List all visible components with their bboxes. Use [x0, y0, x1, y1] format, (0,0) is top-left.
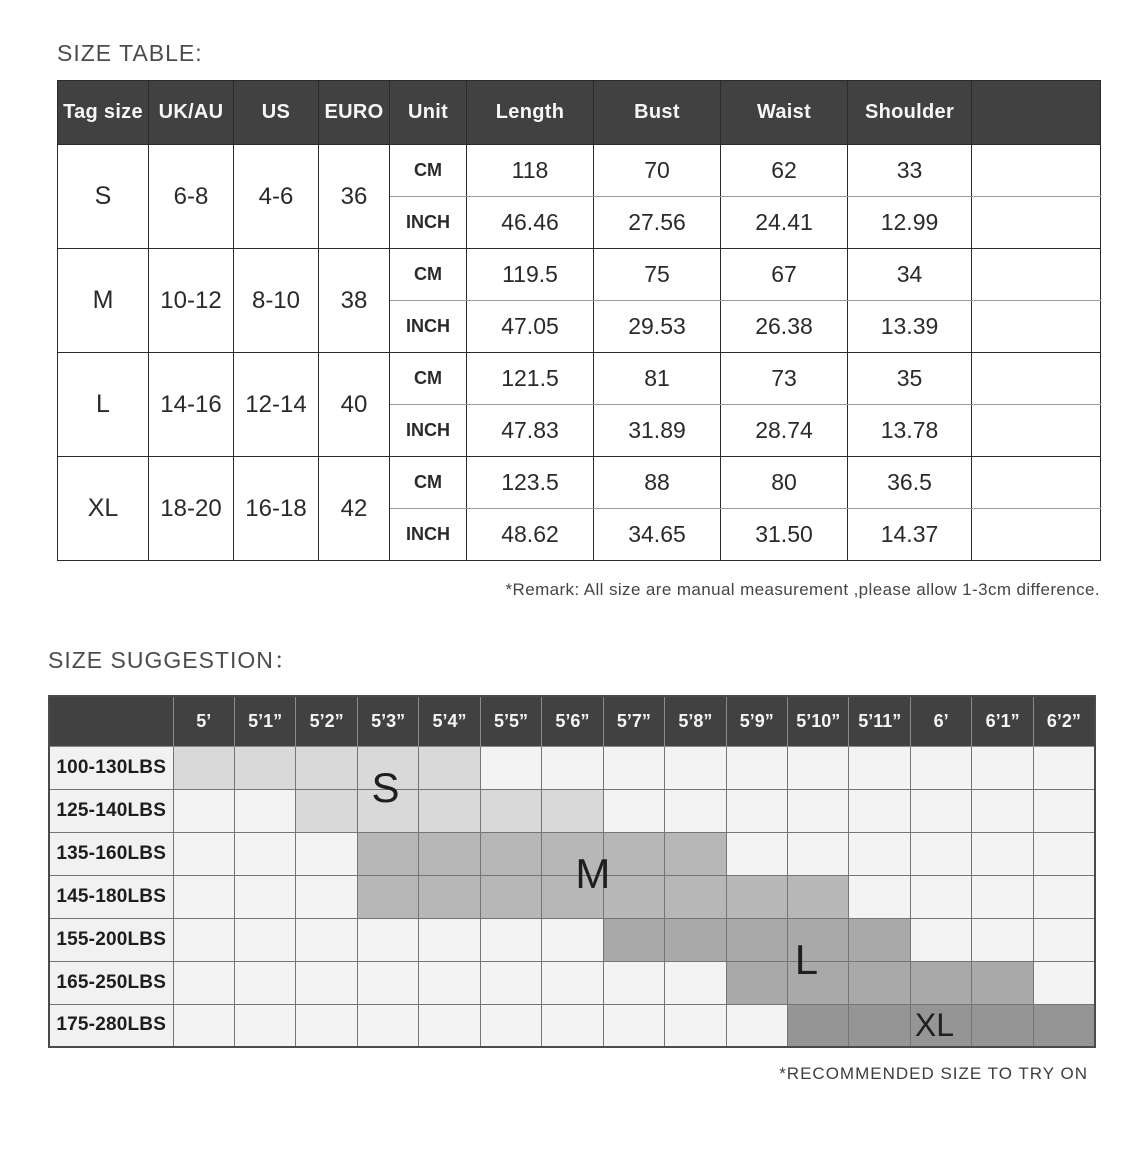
weight-label-cell: 165-250LBS: [49, 961, 173, 1004]
grid-cell: [849, 832, 910, 875]
measure-cm-cell: 80: [721, 457, 848, 509]
header-waist: Waist: [721, 81, 848, 145]
tag-size-cell: S: [58, 145, 149, 249]
suggestion-body: [49, 746, 1095, 1047]
grid-cell: [726, 961, 787, 1004]
grid-cell: [603, 875, 664, 918]
grid-cell: [480, 789, 541, 832]
grid-cell: [480, 961, 541, 1004]
grid-cell: [234, 1004, 295, 1047]
grid-cell: [296, 918, 357, 961]
tag-size-cell: XL: [58, 457, 149, 561]
size-row-cm: [58, 353, 1101, 405]
us-cell: 8-10: [234, 249, 319, 353]
grid-cell: [419, 1004, 480, 1047]
grid-cell: [849, 961, 910, 1004]
grid-cell: [603, 961, 664, 1004]
grid-cell: [788, 832, 849, 875]
grid-cell: [542, 1004, 603, 1047]
suggestion-row: [49, 746, 1095, 789]
grid-cell: [603, 1004, 664, 1047]
header-shoulder: Shoulder: [848, 81, 972, 145]
size-row-cm: [58, 145, 1101, 197]
grid-cell: [665, 875, 726, 918]
grid-cell: [1033, 918, 1095, 961]
tag-size-cell: M: [58, 249, 149, 353]
grid-cell: [726, 789, 787, 832]
grid-cell: [665, 832, 726, 875]
height-header-cell: 5’10”: [788, 696, 849, 746]
grid-cell: [234, 832, 295, 875]
empty-cell: [972, 197, 1101, 249]
grid-cell: [910, 746, 971, 789]
euro-cell: 42: [319, 457, 390, 561]
grid-cell: [1033, 875, 1095, 918]
empty-cell: [972, 405, 1101, 457]
euro-cell: 36: [319, 145, 390, 249]
suggestion-row: [49, 1004, 1095, 1047]
measure-cm-cell: 67: [721, 249, 848, 301]
measure-cm-cell: 73: [721, 353, 848, 405]
grid-cell: [849, 918, 910, 961]
grid-cell: [419, 832, 480, 875]
grid-cell: [726, 1004, 787, 1047]
size-region-label: XL: [914, 1006, 955, 1043]
size-region-label: M: [575, 850, 611, 897]
grid-cell: [357, 832, 418, 875]
unit-inch-cell: INCH: [390, 405, 467, 457]
height-header-cell: 5’4”: [419, 696, 480, 746]
grid-cell: [542, 918, 603, 961]
grid-cell: [296, 746, 357, 789]
grid-cell: [419, 746, 480, 789]
size-suggestion-table: [48, 695, 1096, 1048]
grid-cell: [296, 789, 357, 832]
empty-cell: [972, 509, 1101, 561]
grid-cell: [849, 746, 910, 789]
header-euro: EURO: [319, 81, 390, 145]
grid-cell: [419, 875, 480, 918]
suggestion-row: [49, 789, 1095, 832]
euro-cell: 38: [319, 249, 390, 353]
size-table-header: [58, 81, 1101, 145]
uk-au-cell: 10-12: [149, 249, 234, 353]
measure-cm-cell: 62: [721, 145, 848, 197]
grid-cell: [972, 875, 1033, 918]
weight-label-cell: 125-140LBS: [49, 789, 173, 832]
us-cell: 4-6: [234, 145, 319, 249]
height-header-cell: 5’1”: [234, 696, 295, 746]
unit-cm-cell: CM: [390, 249, 467, 301]
grid-cell: [542, 789, 603, 832]
grid-cell: [849, 875, 910, 918]
size-suggestion-chart: [48, 695, 1096, 1048]
height-header-cell: 6’2”: [1033, 696, 1095, 746]
size-region-label: L: [794, 936, 819, 983]
empty-cell: [972, 353, 1101, 405]
measure-inch-cell: 31.50: [721, 509, 848, 561]
weight-label-cell: 135-160LBS: [49, 832, 173, 875]
euro-cell: 40: [319, 353, 390, 457]
grid-cell: [726, 918, 787, 961]
grid-cell: [910, 789, 971, 832]
measure-inch-cell: 29.53: [594, 301, 721, 353]
measure-inch-cell: 47.05: [467, 301, 594, 353]
header-us: US: [234, 81, 319, 145]
grid-cell: [234, 961, 295, 1004]
grid-cell: [419, 789, 480, 832]
grid-cell: [788, 789, 849, 832]
measure-inch-cell: 31.89: [594, 405, 721, 457]
height-header-cell: 5’3”: [357, 696, 418, 746]
grid-cell: [173, 961, 234, 1004]
size-table-body: [58, 145, 1101, 561]
grid-cell: [910, 832, 971, 875]
grid-cell: [665, 789, 726, 832]
corner-cell: [49, 696, 173, 746]
measure-inch-cell: 48.62: [467, 509, 594, 561]
grid-cell: [357, 1004, 418, 1047]
grid-cell: [173, 918, 234, 961]
height-header-cell: 5’6”: [542, 696, 603, 746]
measure-cm-cell: 118: [467, 145, 594, 197]
size-table-header-row: [58, 81, 1101, 145]
grid-cell: [357, 746, 418, 789]
height-header-cell: 5’: [173, 696, 234, 746]
grid-cell: [419, 918, 480, 961]
measure-cm-cell: 33: [848, 145, 972, 197]
grid-cell: [357, 961, 418, 1004]
grid-cell: [665, 961, 726, 1004]
weight-label-cell: 145-180LBS: [49, 875, 173, 918]
size-row-cm: [58, 457, 1101, 509]
grid-cell: [234, 789, 295, 832]
size-row-cm: [58, 249, 1101, 301]
grid-cell: [972, 746, 1033, 789]
height-header-cell: 6’: [910, 696, 971, 746]
grid-cell: [910, 961, 971, 1004]
header-unit: Unit: [390, 81, 467, 145]
grid-cell: [788, 1004, 849, 1047]
grid-cell: [480, 746, 541, 789]
height-header-cell: 5’5”: [480, 696, 541, 746]
measure-inch-cell: 46.46: [467, 197, 594, 249]
grid-cell: [972, 832, 1033, 875]
height-header-cell: 5’2”: [296, 696, 357, 746]
measure-cm-cell: 75: [594, 249, 721, 301]
tag-size-cell: L: [58, 353, 149, 457]
grid-cell: [234, 875, 295, 918]
measure-cm-cell: 35: [848, 353, 972, 405]
grid-cell: [665, 918, 726, 961]
grid-cell: [480, 875, 541, 918]
uk-au-cell: 6-8: [149, 145, 234, 249]
uk-au-cell: 14-16: [149, 353, 234, 457]
grid-cell: [910, 918, 971, 961]
empty-cell: [972, 145, 1101, 197]
grid-cell: [972, 789, 1033, 832]
suggestion-header-row: [49, 696, 1095, 746]
grid-cell: [173, 789, 234, 832]
grid-cell: [665, 1004, 726, 1047]
measure-cm-cell: 36.5: [848, 457, 972, 509]
grid-cell: [788, 918, 849, 961]
size-suggestion-title: SIZE SUGGESTION：: [48, 647, 298, 673]
grid-cell: [173, 1004, 234, 1047]
grid-cell: [542, 875, 603, 918]
height-header-cell: 5’7”: [603, 696, 664, 746]
weight-label-cell: 100-130LBS: [49, 746, 173, 789]
grid-cell: [603, 832, 664, 875]
measure-inch-cell: 34.65: [594, 509, 721, 561]
header-tag-size: Tag size: [58, 81, 149, 145]
unit-inch-cell: INCH: [390, 509, 467, 561]
grid-cell: [603, 789, 664, 832]
unit-inch-cell: INCH: [390, 197, 467, 249]
grid-cell: [1033, 961, 1095, 1004]
header-length: Length: [467, 81, 594, 145]
measure-cm-cell: 123.5: [467, 457, 594, 509]
us-cell: 12-14: [234, 353, 319, 457]
grid-cell: [542, 961, 603, 1004]
grid-cell: [910, 1004, 971, 1047]
grid-cell: [296, 1004, 357, 1047]
grid-cell: [480, 918, 541, 961]
grid-cell: [357, 918, 418, 961]
measure-cm-cell: 88: [594, 457, 721, 509]
measure-inch-cell: 24.41: [721, 197, 848, 249]
grid-cell: [542, 832, 603, 875]
grid-cell: [849, 1004, 910, 1047]
grid-cell: [788, 875, 849, 918]
measure-inch-cell: 12.99: [848, 197, 972, 249]
suggestion-header: [49, 696, 1095, 746]
grid-cell: [357, 875, 418, 918]
height-header-cell: 5’8”: [665, 696, 726, 746]
grid-cell: [726, 746, 787, 789]
grid-cell: [480, 832, 541, 875]
height-header-cell: 5’11”: [849, 696, 910, 746]
grid-cell: [726, 832, 787, 875]
grid-cell: [296, 961, 357, 1004]
size-region-label: S: [371, 764, 400, 811]
height-header-cell: 6’1”: [972, 696, 1033, 746]
grid-cell: [726, 875, 787, 918]
grid-cell: [542, 746, 603, 789]
measure-cm-cell: 70: [594, 145, 721, 197]
grid-cell: [234, 746, 295, 789]
grid-cell: [296, 875, 357, 918]
header-uk-au: UK/AU: [149, 81, 234, 145]
measure-cm-cell: 119.5: [467, 249, 594, 301]
grid-cell: [173, 875, 234, 918]
measure-inch-cell: 28.74: [721, 405, 848, 457]
suggestion-row: [49, 832, 1095, 875]
grid-cell: [972, 1004, 1033, 1047]
grid-cell: [972, 918, 1033, 961]
measure-inch-cell: 27.56: [594, 197, 721, 249]
grid-cell: [296, 832, 357, 875]
grid-cell: [234, 918, 295, 961]
grid-cell: [665, 746, 726, 789]
grid-cell: [1033, 789, 1095, 832]
unit-cm-cell: CM: [390, 145, 467, 197]
measure-cm-cell: 81: [594, 353, 721, 405]
weight-label-cell: 155-200LBS: [49, 918, 173, 961]
measure-inch-cell: 13.39: [848, 301, 972, 353]
grid-cell: [173, 746, 234, 789]
grid-cell: [1033, 746, 1095, 789]
unit-cm-cell: CM: [390, 457, 467, 509]
suggestion-row: [49, 961, 1095, 1004]
measure-cm-cell: 121.5: [467, 353, 594, 405]
size-table: [57, 80, 1101, 561]
grid-cell: [1033, 832, 1095, 875]
measure-inch-cell: 13.78: [848, 405, 972, 457]
unit-cm-cell: CM: [390, 353, 467, 405]
header-empty: [972, 81, 1101, 145]
us-cell: 16-18: [234, 457, 319, 561]
grid-cell: [480, 1004, 541, 1047]
grid-cell: [419, 961, 480, 1004]
measure-cm-cell: 34: [848, 249, 972, 301]
unit-inch-cell: INCH: [390, 301, 467, 353]
empty-cell: [972, 457, 1101, 509]
grid-cell: [972, 961, 1033, 1004]
grid-cell: [849, 789, 910, 832]
suggestion-row: [49, 875, 1095, 918]
grid-cell: [1033, 1004, 1095, 1047]
size-table-title: SIZE TABLE:: [57, 40, 203, 66]
grid-cell: [173, 832, 234, 875]
grid-cell: [788, 746, 849, 789]
grid-cell: [357, 789, 418, 832]
measure-inch-cell: 47.83: [467, 405, 594, 457]
weight-label-cell: 175-280LBS: [49, 1004, 173, 1047]
uk-au-cell: 18-20: [149, 457, 234, 561]
grid-cell: [910, 875, 971, 918]
grid-cell: [603, 746, 664, 789]
size-table-remark: *Remark: All size are manual measurement ,please allow 1-3cm difference.: [505, 580, 1100, 599]
measure-inch-cell: 26.38: [721, 301, 848, 353]
height-header-cell: 5’9”: [726, 696, 787, 746]
empty-cell: [972, 301, 1101, 353]
suggestion-footnote: *RECOMMENDED SIZE TO TRY ON: [779, 1064, 1088, 1083]
empty-cell: [972, 249, 1101, 301]
measure-inch-cell: 14.37: [848, 509, 972, 561]
header-bust: Bust: [594, 81, 721, 145]
grid-cell: [788, 961, 849, 1004]
grid-cell: [603, 918, 664, 961]
suggestion-row: [49, 918, 1095, 961]
